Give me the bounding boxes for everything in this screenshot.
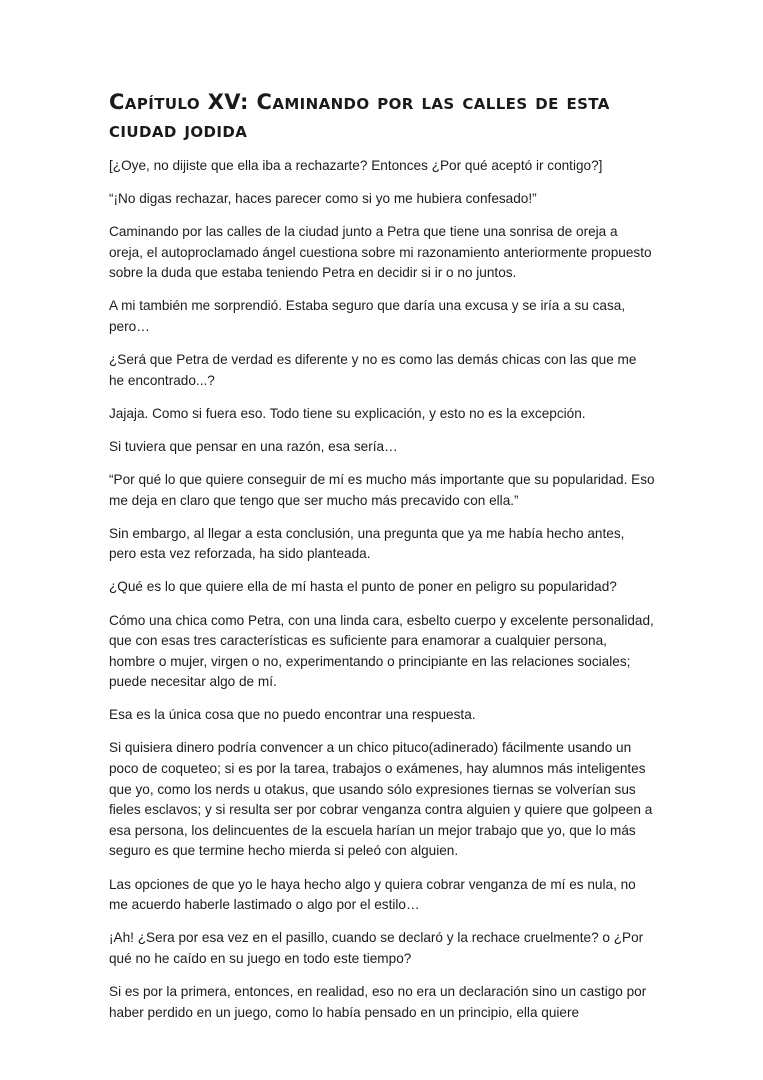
paragraph: ¿Será que Petra de verdad es diferente y no es como las demás chicas con las que me he encontrado...? xyxy=(109,352,637,388)
paragraph: “Por qué lo que quiere conseguir de mí es mucho más importante que su popularidad. Eso me deja en claro que tengo que ser mucho más precavido con ella.” xyxy=(109,472,655,508)
paragraph: [¿Oye, no dijiste que ella iba a rechazarte? Entonces ¿Por qué aceptó ir contigo?] xyxy=(109,158,603,173)
paragraph: Sin embargo, al llegar a esta conclusión, una pregunta que ya me había hecho antes, pero esta vez reforzada, ha sido planteada. xyxy=(109,525,625,562)
paragraph: Las opciones de que yo le haya hecho algo y quiera cobrar venganza de mí es nula, no me acuerdo haberle lastimado o algo por el estilo… xyxy=(109,876,636,913)
paragraph: A mi también me sorprendió. Estaba seguro que daría una excusa y se iría a su casa, pero… xyxy=(109,298,626,335)
paragraph: Cómo una chica como Petra, con una linda cara, esbelto cuerpo y excelente personalidad, que con esas tres características es suficiente para enamorar a cualquier persona, hombre o mujer, virgen o no, experimentando o principiante en las relaciones sociales; puede necesitar algo de mí. xyxy=(109,612,654,690)
page-content xyxy=(109,88,655,1036)
paragraph: Jajaja. Como si fuera eso. Todo tiene su explicación, y esto no es la excepción. xyxy=(109,405,586,421)
paragraph: “¡No digas rechazar, haces parecer como si yo me hubiera confesado!” xyxy=(109,191,537,207)
paragraph: ¿Qué es lo que quiere ella de mí hasta el punto de poner en peligro su popularidad? xyxy=(109,579,617,595)
paragraph: Si es por la primera, entonces, en realidad, eso no era un declaración sino un castigo por haber perdido en un juego, como lo había pensado en un principio, ella quiere xyxy=(109,983,647,1020)
paragraph: Si quisiera dinero podría convencer a un chico pituco(adinerado) fácilmente usando un poco de coqueteo; si es por la tarea, trabajos o exámenes, hay alumnos más inteligentes que yo, como los nerds u otakus, que usando sólo expresiones tiernas se volverían sus fieles esclavos; y si resulta ser por cobrar venganza contra alguien y quiere que golpeen a esa persona, los delincuentes de la escuela harían un mejor trabajo que yo, que lo más seguro es que termine hecho mierda si peleó con alguien. xyxy=(109,740,653,859)
chapter-title: Capítulo XV: Caminando por las calles de esta ciudad jodida xyxy=(109,90,610,142)
paragraph: Esa es la única cosa que no puedo encontrar una respuesta. xyxy=(109,707,476,723)
paragraph: Si tuviera que pensar en una razón, esa sería… xyxy=(109,438,398,454)
paragraph: Caminando por las calles de la ciudad junto a Petra que tiene una sonrisa de oreja a oreja, el autoproclamado ángel cuestiona sobre mi razonamiento anteriormente propuesto sobre la duda que estaba teniendo Petra en decidir si ir o no juntos. xyxy=(109,224,652,281)
paragraph: ¡Ah! ¿Sera por esa vez en el pasillo, cuando se declaró y la rechace cruelmente? o ¿Por qué no he caído en su juego en todo este tiempo? xyxy=(109,930,644,966)
